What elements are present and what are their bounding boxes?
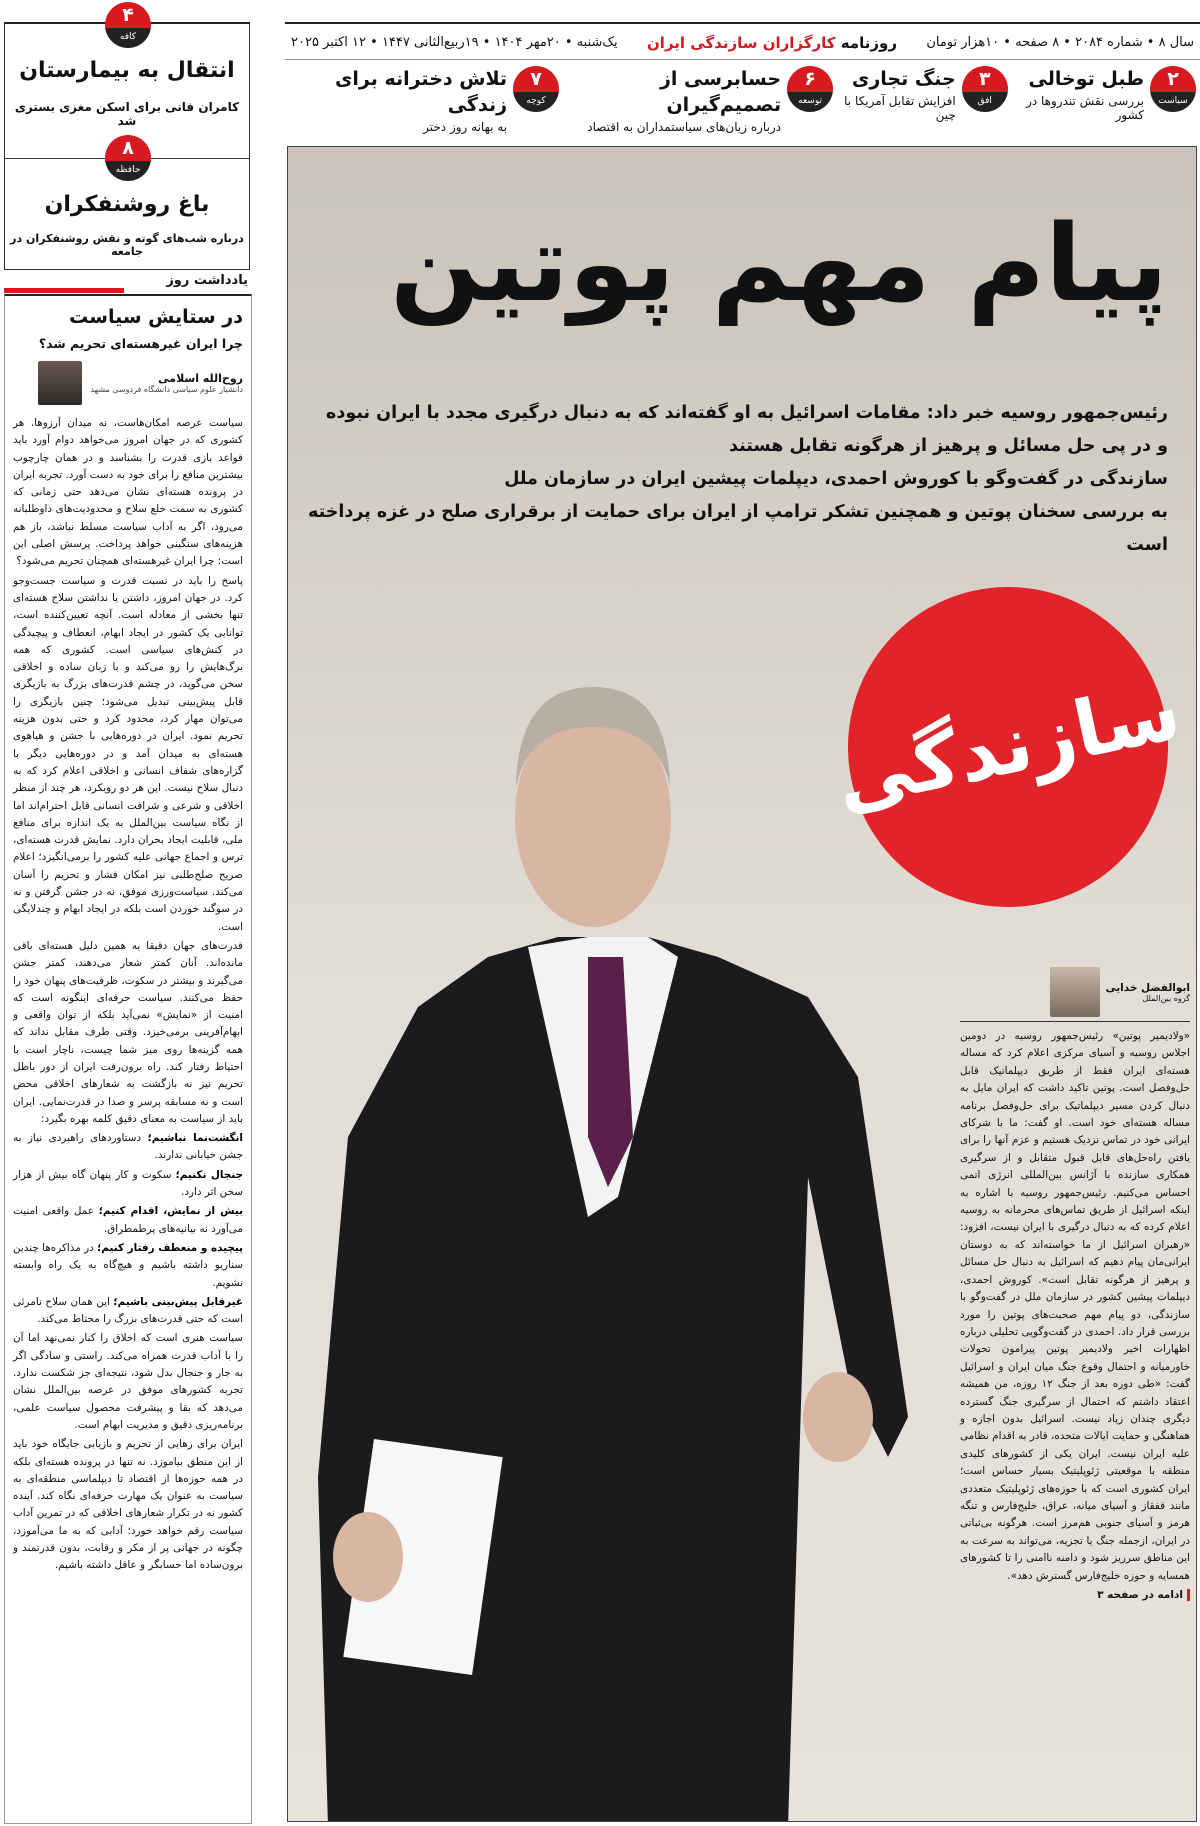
page-badge (787, 66, 833, 112)
page-badge (962, 66, 1008, 112)
paragraph: ایران برای رهایی از تحریم و بازیابی جایگاه خود باید از این منطق بیاموزد. نه تنها در پرونده هسته‌ای بلکه در همه حوزه‌ها از اقتصاد تا دیپلماسی منطقه‌ای به سیاست به عنوان یک مهارت حرفه‌ای نگاه کند. آینده کشور نه در تکرار شعارهای اخلاقی که در تمرین آداب سیاست رقم خواهد خورد؛ آدابی که به ما می‌آموزد، چگونه در جهانی پر از مکر و رقابت، بدون قدرتمند و برون‌ساده اما حسابگر و عاقل داشته باشیم. (13, 1438, 243, 1572)
op-ed (4, 294, 252, 1824)
author-role: گروه بین‌الملل (1142, 993, 1190, 1003)
subheadline: به بررسی سخنان پوتین و همچنین تشکر ترامپ از ایران برای حمایت از برقراری صلح در غزه پرداخته است (308, 502, 1168, 555)
article (960, 967, 1190, 1601)
paragraph: سیاست هنری است که اخلاق را کنار نمی‌نهد اما آن را با آداب قدرت همراه می‌کند. راستی و سادگی اگر به جار و جنجال بدل شود، نتیجه‌ای جز شکست ندارد. تجربه کشورهای موفق در عرصه بین‌الملل نشان می‌دهد که بقا و پیشرفت محصول سیاست علمی، برنامه‌ریزی دقیق و مدیریت ابهام است. (13, 1332, 243, 1431)
author-name: ابوالفضل خدایی (1105, 981, 1190, 994)
page-number: ۶ (787, 66, 833, 92)
paragraph: قدرت‌های جهان دقیقا به همین دلیل هسته‌ای باقی مانده‌اند. آنان کمتر شعار می‌دهند، کمتر جشن می‌گیرند و بیشتر در سکوت، ظرفیت‌های پنهان خود را حفظ می‌کنند. سیاست حرفه‌ای اینگونه است که امنیت از «نمایش» نمی‌آید بلکه از توان واقعی و ابهام‌آفرینی برمی‌خیزد. وقتی طرف مقابل نداند که همه گزینه‌ها روی میز شما چیست، ناچار است با احتیاط رفتار کند. راه برون‌رفت ایران از دور باطل تحریم نیز نه بازگشت به شعارهای اخلاقی محض است و نه مسابقه پرسر و صدا در قدرت‌نمایی. ایران باید از سیاست به معنای دقیق کلمه بهره بگیرد: (13, 939, 243, 1125)
teaser-desc: افزایش تقابل آمریکا با چین (844, 94, 956, 122)
teaser-title: طبل توخالی (1028, 68, 1144, 90)
teaser-desc: به بهانه روز دختر (423, 120, 508, 134)
subheadline: رئیس‌جمهور روسیه خبر داد: مقامات اسرائیل به او گفته‌اند که به دنبال درگیری مجدد با ایران نبوده (326, 403, 1168, 423)
teaser-title[interactable]: باغ روشنفکران (44, 192, 210, 217)
paragraph: پاسخ را باید در نسبت قدرت و سیاست جست‌وجو کرد. در جهان امروز، داشتن یا نداشتن سلاح هسته‌ای تنها بخشی از معادله است. آنچه تعیین‌کننده است، توانایی یک کشور در ایجاد ابهام، انعطاف و پیچیدگی در کنش‌های سیاسی است. کشوری که همه برگ‌هایش را رو می‌کند و با زبان ساده و اخلاقی سخن می‌گوید، در چشم قدرت‌های بزرگ به بازیگری قابل پیش‌بینی تبدیل می‌شود؛ چنین بازیگری را می‌توان مهار کرد، محدود کرد و حتی بدون هزینه تحریم نمود. ایران در دوره‌هایی با جشن و هیاهوی هسته‌ای به میدان آمد و در دوره‌هایی دیگر با گزاره‌های شفاف انسانی و اخلاقی اعلام کرد که به دنبال سلاح نیست. این هر دو رویکرد، هر چند از منظر اخلاقی و شرعی و شرافت انسانی قابل احترام‌اند اما از نگاه سیاست بین‌الملل به یک اندازه برای منافع ملی، قابلیت ایجاد بحران دارد. نمایش قدرت هسته‌ای، ترس و اجماع جهانی علیه کشور را برمی‌انگیزد؛ اعلام صریح صلح‌طلبی نیز امکان فشار و تحریم را آسان می‌کند. سیاست‌ورزی موفق، نه در جشن گرفتن و نه در سوگند خوردن است بلکه در ایجاد ابهام و چندلایگی است. (13, 574, 243, 933)
main-story (287, 146, 1197, 1822)
page-number: ۳ (962, 66, 1008, 92)
section-name: سیاست (1150, 92, 1196, 112)
bullet-lead: غیرقابل پیش‌بینی باشیم؛ (113, 1295, 243, 1308)
teaser-desc: کامران فانی برای اسکن مغزی بستری شد (14, 100, 240, 128)
bullet-text: این همان سلاح نامرئی است که حتی قدرت‌های بزرگ را محتاط می‌کند. (13, 1295, 243, 1326)
teaser-desc: بررسی نقش تندروها در کشور (1026, 94, 1144, 122)
headline: پیام مهم پوتین (390, 202, 1168, 325)
op-title: در ستایش سیاست (69, 306, 243, 328)
teaser-title: تلاش دخترانه برای زندگی (334, 68, 508, 116)
paper-prefix: روزنامه (840, 33, 897, 52)
paper-name (647, 34, 897, 52)
teaser-title: حسابرسی از تصمیم‌گیران (659, 68, 782, 116)
bullet-text: عمل واقعی امنیت می‌آورد نه بیانیه‌های پرطمطراق. (13, 1205, 243, 1235)
teaser[interactable] (289, 66, 559, 140)
section-name: کوچه (513, 92, 559, 112)
issue-date: یک‌شنبه • ۲۰مهر ۱۴۰۴ • ۱۹ربیع‌الثانی ۱۴۴۷ • ۱۲ اکتبر ۲۰۲۵ (291, 35, 618, 50)
page-badge (513, 66, 559, 112)
bullet (13, 1130, 243, 1165)
bullet (13, 1294, 243, 1329)
op-subtitle: چرا ایران غیرهسته‌ای تحریم شد؟ (38, 336, 243, 351)
teaser-desc: درباره زیان‌های سیاستمداران به اقتصاد (587, 120, 782, 134)
op-author (13, 361, 243, 405)
page-number: ۷ (513, 66, 559, 92)
bullet-lead: جنجال نکنیم؛ (175, 1168, 243, 1181)
bullet-lead: پیچیده و منعطف رفتار کنیم؛ (97, 1241, 244, 1254)
paragraph: سیاست عرصه امکان‌هاست، نه میدان آرزوها. هر کشوری که در جهان امروز می‌خواهد دوام آورد باید قواعد بازی قدرت را بشناسد و در همان چارچوب بیشترین منافع را برای خود به دست آورد. تجربه ایران در پرونده هسته‌ای نشان می‌دهد حتی زمانی که کشوری به سمت خلع سلاح و محدودیت‌های داوطلبانه می‌رود، اگر به آداب سیاست مسلط نباشد، باز هم هزینه‌های سنگینی خواهد پرداخت. پرسش اصلی این است: چرا ایران غیرهسته‌ای همچنان تحریم می‌شود؟ (13, 417, 243, 568)
page-number: ۲ (1150, 66, 1196, 92)
subheadline: سازندگی در گفت‌وگو با کوروش احمدی، دیپلمات پیشین ایران در سازمان ملل (504, 469, 1168, 489)
bullet (13, 1167, 243, 1202)
top-rule (285, 22, 1200, 24)
bullet-lead: انگشت‌نما نباشیم؛ (147, 1132, 243, 1145)
section-name: افق (962, 92, 1008, 112)
author-photo (1050, 967, 1100, 1017)
article-byline (960, 967, 1190, 1022)
page-badge (1150, 66, 1196, 112)
subheadline: و در پی حل مسائل و پرهیز از هرگونه تقابل هستند (729, 436, 1168, 456)
section-name: کافه (105, 28, 151, 48)
bullet-lead: بیش از نمایش، اقدام کنیم؛ (98, 1205, 243, 1218)
author-photo (38, 361, 82, 405)
section-name: حافظه (105, 161, 151, 181)
teaser-title[interactable]: انتقال به بیمارستان (19, 58, 235, 83)
paper-title: کارگزاران سازندگی ایران (647, 33, 836, 52)
teaser[interactable] (559, 66, 833, 140)
bullet-text: سکوت و کار پنهان گاه بیش از هزار سخن اثر دارد. (13, 1168, 243, 1199)
subheadlines (308, 397, 1168, 562)
author-name: روح‌الله اسلامی (158, 372, 243, 385)
bullet (13, 1240, 243, 1292)
hand (803, 1372, 873, 1462)
left-teasers (4, 4, 250, 270)
bullet-text: دستاوردهای راهبردی نیاز به جشن خیابانی ندارند. (13, 1132, 243, 1162)
author-role: دانشیار علوم سیاسی دانشگاه فردوسی مشهد (90, 385, 243, 394)
hand (333, 1512, 403, 1602)
bullet (13, 1203, 243, 1238)
section-name: توسعه (787, 92, 833, 112)
masthead (285, 26, 1200, 60)
article-body: «ولادیمیر پوتین» رئیس‌جمهور روسیه در دومین اجلاس روسیه و آسیای مرکزی اعلام کرد که مساله هسته‌ای ایران فقط از طریق دیپلماتیک قابل حل‌وفصل است. پوتین تاکید داشت که ایران مایل به دنبال کردن مسیر دیپلماتیک برای حل‌وفصل برنامه مساله هسته‌ای خود است. او گفت: ما با شرکای ایرانی خود در تماس نزدیک هستیم و عزم آنها را برای یافتن راه‌حل‌های قابل قبول متقابل و از سرگیری همکاری سازنده با آژانس بین‌المللی انرژی اتمی احساس می‌کنیم. رئیس‌جمهور روسیه با اشاره به اینکه اسرائیل از طریق تماس‌های محرمانه به روسیه اعلام کرده که به دنبال درگیری با ایران نیست، افزود: «رهبران اسرائیل از ما خواسته‌اند که به دوستان ایرانی‌مان پیام دهیم که اسرائیل به دنبال حل مسائل و پرهیز از هرگونه تقابل است». کوروش احمدی، دیپلمات پیشین کشور در سازمان ملل در گفت‌وگو با سازندگی، دو پیام مهم صحبت‌های پوتین را مورد بررسی قرار داد. احمدی در گفت‌وگویی تحلیلی درباره اظهارات اخیر ولادیمیر پوتین پیرامون تحولات خاورمیانه و احتمال وقوع جنگ میان ایران و اسرائیل گفت: «طی دوره بعد از جنگ ۱۲ روزه، من همیشه اعتقاد داشتم که احتمال از سرگیری جنگ گسترده دیگری چندان زیاد نیست. اسرائیل بدون اجازه و هماهنگی و حمایت ایالات متحده، قادر به اقدام نظامی علیه ایران نیست. ایران یکی از کشورهای کلیدی منطقه با موقعیتی ژئوپلیتیک بسیار حساس است؛ ایران کشوری است که با حوزه‌های ژئوپلیتیک متعددی مانند قفقاز و آسیای میانه، عراق، خلیج‌فارس و تنگه هرمز و آسیای جنوبی هم‌مرز است. هرگونه بی‌ثباتی در ایران، ازجمله جنگ یا تجزیه، می‌تواند به سرعت به این مناطق سرریز شود و دامنه ناامنی را تا کشورهای همسایه و حوزه خلیج‌فارس گسترش دهد». (960, 1030, 1190, 1582)
teaser-desc: درباره شب‌های گوته و نقش روشنفکران در جامعه (10, 232, 244, 258)
page-badge (105, 2, 151, 48)
section-label: یادداشت روز (166, 273, 248, 288)
sazandegi-logo: سازندگی (818, 557, 1197, 937)
page-number: ۸ (105, 135, 151, 161)
teaser-title: جنگ تجاری (851, 68, 956, 90)
teaser[interactable] (1008, 66, 1196, 140)
red-bar (4, 288, 124, 293)
page-number: ۴ (105, 2, 151, 28)
continued-link[interactable]: ادامه در صفحه ۳ (960, 1589, 1190, 1601)
teaser-strip (285, 66, 1200, 140)
page-badge (105, 135, 151, 181)
teaser[interactable] (833, 66, 1008, 140)
bullet-text: در مذاکره‌ها چندین سناریو داشته باشیم و هیچ‌گاه به یک راه وابسته نشویم. (13, 1241, 243, 1289)
op-body (13, 415, 243, 1575)
issue-info: سال ۸ • شماره ۲۰۸۴ • ۸ صفحه • ۱۰هزار تومان (926, 35, 1194, 50)
